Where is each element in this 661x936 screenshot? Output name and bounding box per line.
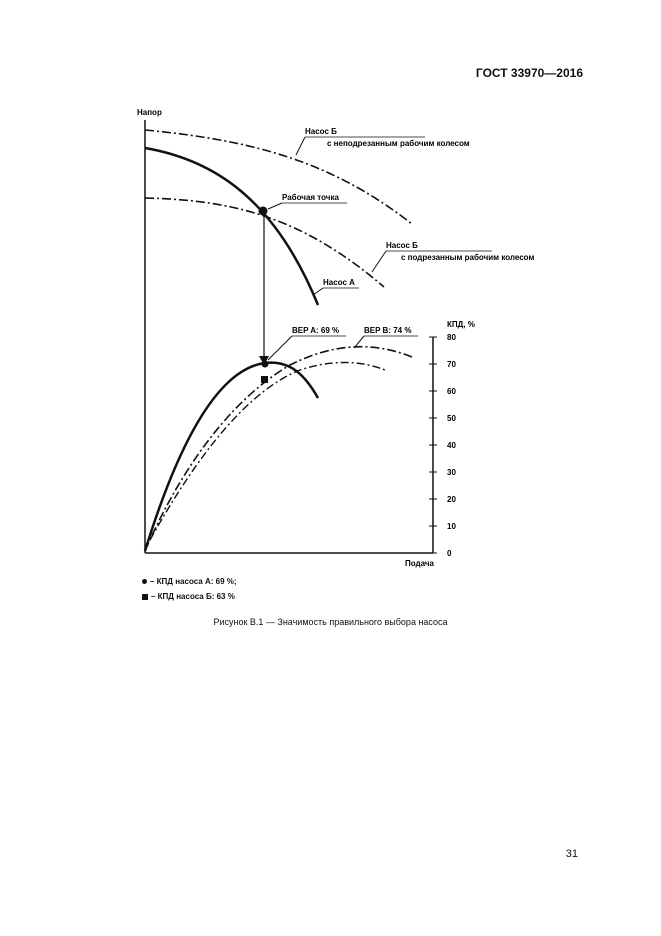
efficiency-tick-label: 70 (447, 360, 456, 369)
efficiency-tick-label: 40 (447, 441, 456, 450)
efficiency-tick-label: 30 (447, 468, 456, 477)
legend-text-b: – КПД насоса Б: 63 % (151, 592, 235, 601)
document-header: ГОСТ 33970—2016 (475, 66, 583, 80)
leader-operating-point (268, 203, 282, 209)
y-axis-label: Напор (137, 108, 162, 117)
efficiency-tick-label: 10 (447, 522, 456, 531)
series-line-efficiency-pump-b (145, 347, 412, 551)
leader-bep-a (268, 336, 292, 360)
bep-b-marker (261, 376, 268, 383)
label-operating-point: Рабочая точка (282, 193, 339, 202)
bep-a-marker (262, 361, 269, 368)
series-line-efficiency-pump-b-trimmed (150, 363, 385, 541)
operating-point-marker (259, 207, 268, 216)
x-axis-label: Подача (405, 559, 434, 568)
efficiency-tick-label: 80 (447, 333, 456, 342)
label-bep-b: BEP B: 74 % (364, 326, 412, 335)
leader-pump-b-trimmed (372, 251, 386, 272)
series-line-pump-a (145, 148, 318, 305)
legend-item-a (142, 577, 237, 586)
label-pump-b-trimmed-2: с подрезанным рабочим колесом (401, 253, 535, 262)
label-pump-b-untrimmed-1: Насос Б (305, 127, 337, 136)
efficiency-tick-label: 0 (447, 549, 452, 558)
legend-item-b (142, 592, 235, 601)
series-line-efficiency-pump-a (145, 363, 318, 551)
efficiency-tick-label: 60 (447, 387, 456, 396)
label-pump-b-trimmed-1: Насос Б (386, 241, 418, 250)
label-bep-a: BEP A: 69 % (292, 326, 340, 335)
label-pump-b-untrimmed-2: с неподрезанным рабочим колесом (327, 139, 470, 148)
right-axis-label: КПД, % (447, 320, 475, 329)
figure-caption: Рисунок В.1 — Значимость правильного выбора насоса (213, 617, 448, 627)
legend-text-a: – КПД насоса А: 69 %; (150, 577, 237, 586)
leader-pump-a (313, 288, 323, 295)
page-number: 31 (565, 848, 578, 860)
label-pump-a: Насос А (323, 278, 355, 287)
efficiency-tick-label: 20 (447, 495, 456, 504)
legend-square-marker (142, 594, 148, 600)
leader-pump-b-untrimmed (296, 137, 305, 155)
efficiency-tick-label: 50 (447, 414, 456, 423)
legend-circle-marker (142, 579, 147, 584)
